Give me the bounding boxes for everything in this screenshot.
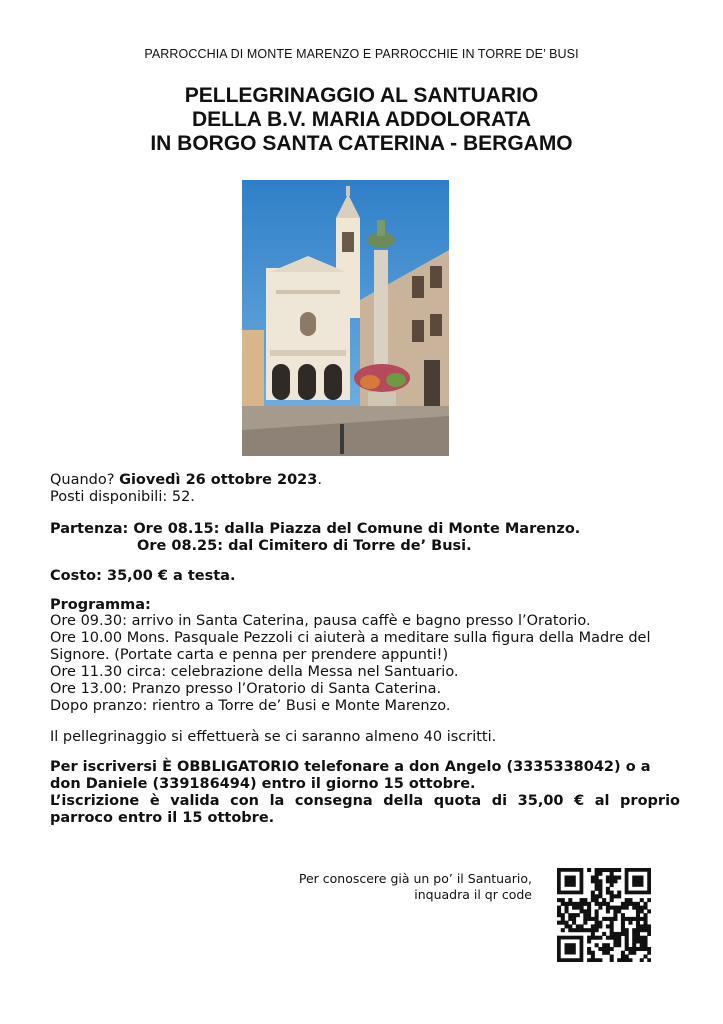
program-item: Ore 10.00 Mons. Pasquale Pezzoli ci aiuterà a meditare sulla figura della Madre del Signore. (Portate carta e penna per prendere appunti!) <box>50 630 651 663</box>
program-item: Ore 09.30: arrivo in Santa Caterina, pausa caffè e bagno presso l’Oratorio. <box>50 613 591 629</box>
registration-payment: L’iscrizione è valida con la consegna della quota di 35,00 € al proprio parroco entro il 15 ottobre. <box>50 793 680 826</box>
event-date: Giovedì 26 ottobre 2023 <box>119 472 318 488</box>
sanctuary-photo <box>242 180 449 456</box>
departure-label: Partenza: <box>50 521 129 537</box>
program-heading: Programma: <box>50 597 151 613</box>
program-item: Dopo pranzo: rientro a Torre de’ Busi e Monte Marenzo. <box>50 698 451 714</box>
available-seats: Posti disponibili: 52. <box>50 489 195 505</box>
registration-phone: Per iscriversi È OBBLIGATORIO telefonare a don Angelo (3335338042) o a don Daniele (339186494) entro il giorno 15 ottobre. <box>50 759 651 792</box>
qr-code[interactable] <box>557 868 651 962</box>
qr-caption-line-1: Per conoscere già un po’ il Santuario, <box>298 871 532 886</box>
when-line <box>50 472 680 489</box>
cost: Costo: 35,00 € a testa. <box>50 568 236 584</box>
program-item: Ore 13.00: Pranzo presso l’Oratorio di Santa Caterina. <box>50 681 442 697</box>
registration-info <box>50 759 680 827</box>
page-title <box>0 84 723 156</box>
departure-time-1: Ore 08.15: dalla Piazza del Comune di Monte Marenzo. <box>133 521 581 537</box>
title-line-2: DELLA B.V. MARIA ADDOLORATA <box>191 108 532 131</box>
program-list <box>50 613 680 715</box>
departure-time-2: Ore 08.25: dal Cimitero di Torre de’ Busi. <box>137 538 472 554</box>
when-label: Quando? <box>50 472 120 488</box>
departure-line-1 <box>50 521 680 538</box>
when-end: . <box>317 472 322 488</box>
program-item: Ore 11.30 circa: celebrazione della Messa nel Santuario. <box>50 664 459 680</box>
title-line-3: IN BORGO SANTA CATERINA - BERGAMO <box>150 132 573 155</box>
minimum-participants: Il pellegrinaggio si effettuerà se ci saranno almeno 40 iscritti. <box>50 729 497 745</box>
qr-caption <box>280 871 532 903</box>
title-line-1: PELLEGRINAGGIO AL SANTUARIO <box>184 84 539 107</box>
qr-caption-line-2: inquadra il qr code <box>414 887 532 902</box>
parishes-header: PARROCCHIA DI MONTE MARENZO E PARROCCHIE IN TORRE DE’ BUSI <box>144 47 579 61</box>
